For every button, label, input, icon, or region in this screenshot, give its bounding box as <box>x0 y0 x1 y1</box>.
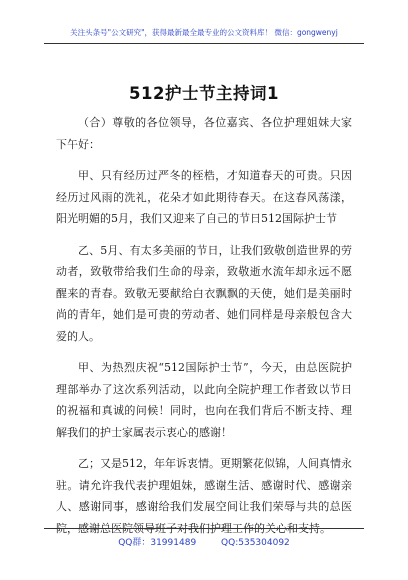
header-promo-link[interactable]: 关注头条号"公文研究"，获得最新最全最专业的公文资料库！ 微信：gongwenyj <box>70 28 338 37</box>
qq-link[interactable]: QQ:535304092 <box>221 538 290 548</box>
document-body <box>56 112 352 549</box>
paragraph: 甲、为热烈庆祝“512国际护士节”，今天，由总医院护理部举办了这次系列活动，以此向全院护理工作者致以节日的祝福和真诚的问候！同时，也向在我们背后不断支持、理解我们的护士家属表示衷心的感谢！ <box>56 361 352 439</box>
paragraph: （合）尊敬的各位领导，各位嘉宾、各位护理姐妹大家下午好： <box>56 116 352 151</box>
paragraph: 甲、只有经历过严冬的桎梏，才知道春天的可贵。只因经历过风雨的洗礼，花朵才如此期待春天。在这春风荡漾，阳光明媚的5月，我们又迎来了自己的节日512国际护士节 <box>56 169 352 225</box>
qq-group-link[interactable]: QQ群：31991489 <box>118 538 197 548</box>
paragraph: 乙；又是512，年年诉衷情。更期繁花似锦，人间真情永驻。请允许我代表护理姐妹，感谢生活、感谢时代、感谢亲人、感谢同事，感谢给我们发展空间让我们荣辱与共的总医院，感谢总医院领导班子对我们护理工作的关心和支持。 <box>56 457 352 535</box>
paragraph: 乙、5月、有太多美丽的节日，让我们致敬创造世界的劳动者，致敬带给我们生命的母亲，致敬逝水流年却永远不愿醒来的青春。致敬无要献给白衣飘飘的天使，她们是美丽时尚的青年，她们是可贵的劳动者、她们同样是母亲般包含大爱的人。 <box>56 243 352 343</box>
header-divider <box>44 43 364 44</box>
footer-divider <box>44 528 364 529</box>
page-title: 512护士节主持词1 <box>129 84 279 103</box>
footer-contact <box>0 535 408 548</box>
